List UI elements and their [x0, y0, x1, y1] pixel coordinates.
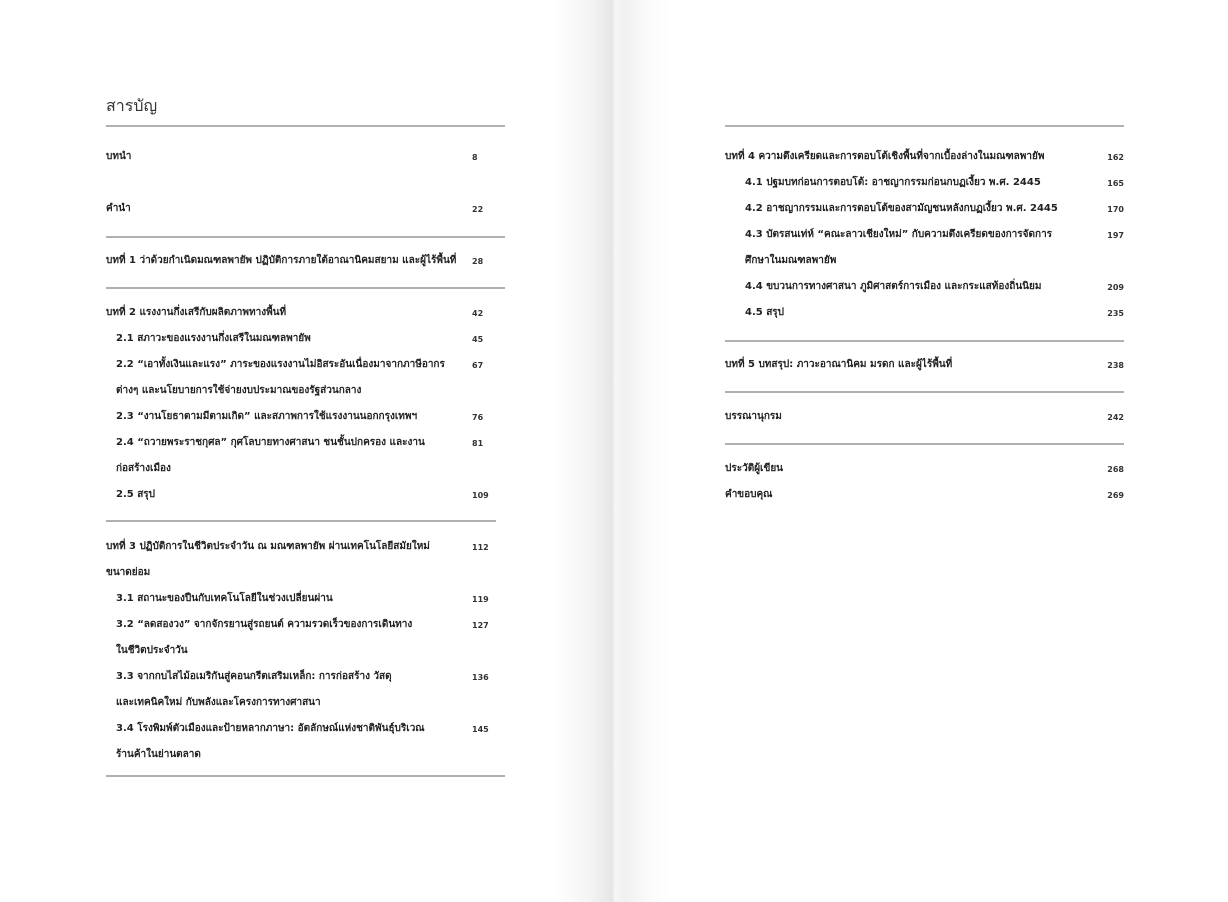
- divider: [106, 520, 496, 522]
- toc-page-number: 145: [472, 725, 489, 734]
- toc-entry-title[interactable]: บทที่ 4 ความตึงเครียดและการตอบโต้เชิงพื้นที่จากเบื้องล่างในมณฑลพายัพ: [725, 151, 1045, 162]
- toc-entry-continuation[interactable]: และเทคนิคใหม่ กับพลังและโครงการทางศาสนา: [116, 697, 321, 708]
- toc-entry-continuation[interactable]: ก่อสร้างเมือง: [116, 463, 171, 474]
- toc-entry-title[interactable]: บทที่ 5 บทสรุป: ภาวะอาณานิคม มรดก และผู้ไร้พื้นที่: [725, 359, 953, 370]
- toc-page-number: 67: [472, 361, 484, 370]
- toc-page-number: 109: [472, 491, 489, 500]
- toc-page-number: 45: [472, 335, 484, 344]
- toc-entry-continuation[interactable]: ศึกษาในมณฑลพายัพ: [745, 255, 837, 266]
- toc-entry-title[interactable]: บทที่ 2 แรงงานกึ่งเสรีกับผลิตภาพทางพื้นที่: [106, 307, 287, 318]
- toc-entry-continuation[interactable]: ต่างๆ และนโยบายการใช้จ่ายงบประมาณของรัฐส่วนกลาง: [116, 385, 362, 396]
- toc-entry-title[interactable]: 4.3 บัตรสนเท่ห์ “คณะลาวเชียงใหม่” กับความตึงเครียดของการจัดการ: [745, 229, 1053, 240]
- toc-entry-title[interactable]: 2.1 สภาวะของแรงงานกึ่งเสรีในมณฑลพายัพ: [116, 333, 311, 344]
- toc-entry-title[interactable]: 2.3 “งานโยธาตามมีตามเกิด” และสภาพการใช้แรงงานนอกกรุงเทพฯ: [116, 411, 418, 422]
- toc-entry-title[interactable]: 4.5 สรุป: [745, 307, 785, 318]
- toc-page-number: 112: [472, 543, 489, 552]
- toc-entry-title[interactable]: 3.2 “ลดสองวง” จากจักรยานสู่รถยนต์ ความรวดเร็วของการเดินทาง: [116, 619, 413, 630]
- toc-entry-title[interactable]: 3.1 สถานะของปืนกับเทคโนโลยีในช่วงเปลี่ยนผ่าน: [116, 593, 333, 604]
- toc-entry-title[interactable]: คำนำ: [106, 203, 131, 214]
- toc-entry-title[interactable]: 2.5 สรุป: [116, 489, 156, 500]
- toc-entry-title[interactable]: บทนำ: [106, 151, 132, 162]
- toc-page-number: 170: [1107, 205, 1124, 214]
- toc-entry-title[interactable]: บรรณานุกรม: [725, 411, 782, 422]
- divider: [725, 443, 1124, 445]
- divider: [106, 236, 505, 238]
- book-gutter-shadow: [555, 0, 670, 902]
- toc-page-number: 28: [472, 257, 484, 266]
- divider: [106, 125, 505, 127]
- page-title: สารบัญ: [106, 96, 158, 115]
- toc-page-number: 119: [472, 595, 489, 604]
- divider: [725, 340, 1124, 342]
- toc-entry-title[interactable]: 3.4 โรงพิมพ์ตัวเมืองและป้ายหลากภาษา: อัตลักษณ์แห่งชาติพันธุ์บริเวณ: [116, 723, 425, 734]
- toc-page-number: 268: [1107, 465, 1124, 474]
- toc-entry-title[interactable]: 2.2 “เอาทั้งเงินและแรง” ภาระของแรงงานไม่อิสระอันเนื่องมาจากภาษีอากร: [116, 359, 445, 370]
- divider: [725, 391, 1124, 393]
- toc-page-number: 127: [472, 621, 489, 630]
- toc-page-number: 8: [472, 153, 478, 162]
- toc-page-number: 238: [1107, 361, 1124, 370]
- toc-entry-title[interactable]: บทที่ 1 ว่าด้วยกำเนิดมณฑลพายัพ ปฏิบัติการภายใต้อาณานิคมสยาม และผู้ไร้พื้นที่: [106, 255, 457, 266]
- toc-page-number: 235: [1107, 309, 1124, 318]
- toc-page-number: 136: [472, 673, 489, 682]
- toc-entry-continuation[interactable]: ขนาดย่อม: [106, 567, 151, 578]
- toc-entry-title[interactable]: 4.2 อาชญากรรมและการตอบโต้ของสามัญชนหลังกบฏเงี้ยว พ.ศ. 2445: [745, 203, 1058, 214]
- toc-entry-continuation[interactable]: ร้านค้าในย่านตลาด: [116, 749, 201, 760]
- divider: [106, 775, 505, 777]
- toc-entry-title[interactable]: 4.4 ขบวนการทางศาสนา ภูมิศาสตร์การเมือง และกระแสท้องถิ่นนิยม: [745, 281, 1042, 292]
- toc-entry-title[interactable]: คำขอบคุณ: [725, 489, 773, 500]
- toc-entry-title[interactable]: บทที่ 3 ปฏิบัติการในชีวิตประจำวัน ณ มณฑลพายัพ ผ่านเทคโนโลยีสมัยใหม่: [106, 541, 430, 552]
- toc-entry-title[interactable]: 2.4 “ถวายพระราชกุศล” กุศโลบายทางศาสนา ชนชั้นปกครอง และงาน: [116, 437, 425, 448]
- divider: [106, 287, 505, 289]
- divider: [725, 125, 1124, 127]
- toc-page-number: 165: [1107, 179, 1124, 188]
- toc-page-number: 209: [1107, 283, 1124, 292]
- toc-page-number: 242: [1107, 413, 1124, 422]
- toc-page-number: 76: [472, 413, 484, 422]
- toc-page-number: 22: [472, 205, 484, 214]
- toc-entry-title[interactable]: 3.3 จากกบไสไม้อเมริกันสู่คอนกรีตเสริมเหล็ก: การก่อสร้าง วัสดุ: [116, 671, 392, 682]
- toc-page-number: 197: [1107, 231, 1124, 240]
- toc-page-number: 42: [472, 309, 484, 318]
- toc-page-number: 81: [472, 439, 484, 448]
- toc-entry-title[interactable]: 4.1 ปฐมบทก่อนการตอบโต้: อาชญากรรมก่อนกบฏเงี้ยว พ.ศ. 2445: [745, 177, 1041, 188]
- toc-entry-title[interactable]: ประวัติผู้เขียน: [725, 463, 784, 474]
- toc-page-number: 269: [1107, 491, 1124, 500]
- toc-page-number: 162: [1107, 153, 1124, 162]
- toc-entry-continuation[interactable]: ในชีวิตประจำวัน: [116, 645, 188, 656]
